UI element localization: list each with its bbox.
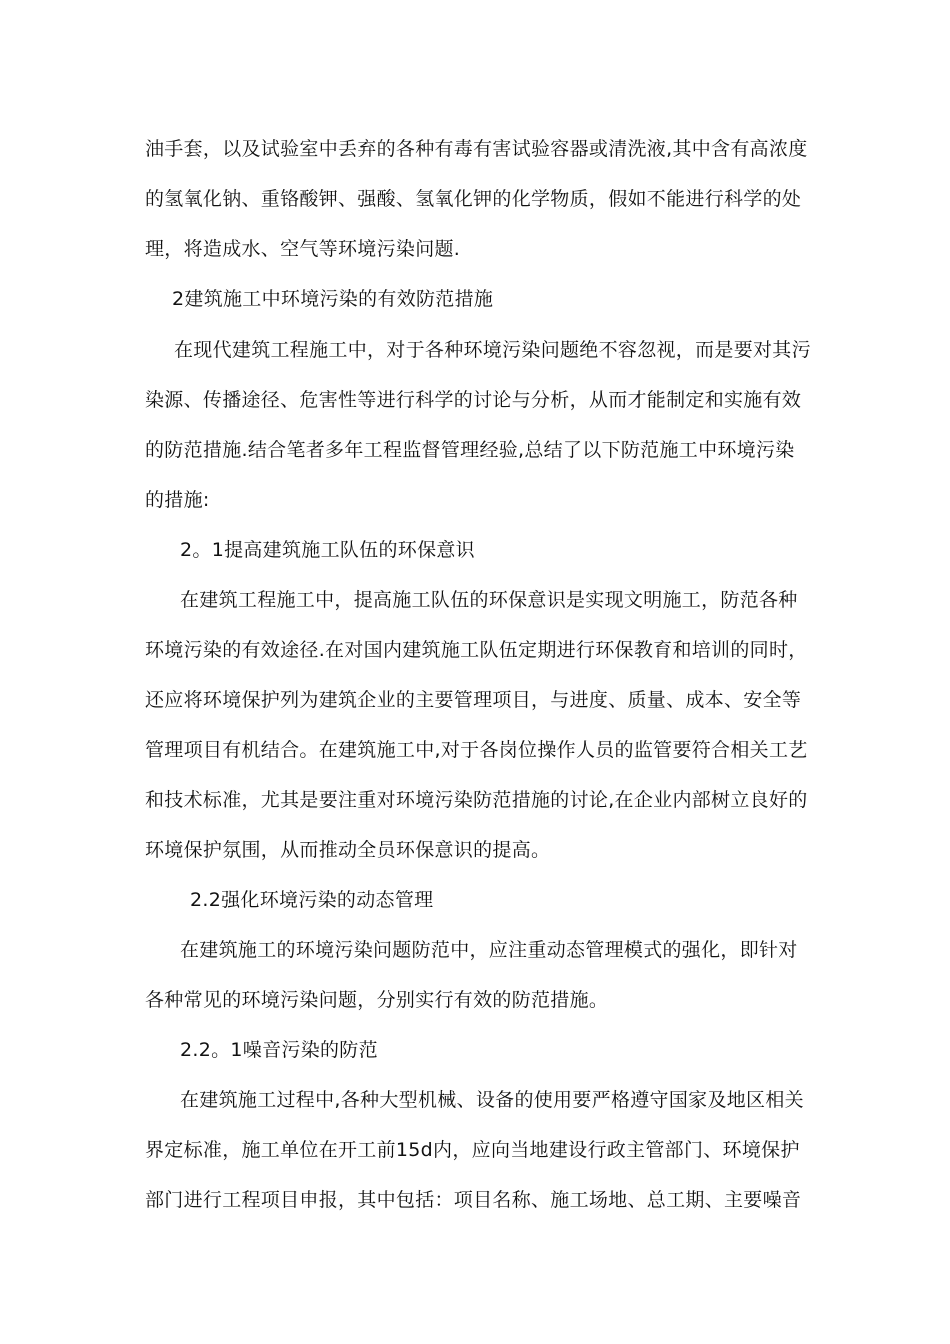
subsection-heading: 2.2。1噪音污染的防范 xyxy=(180,1039,378,1061)
text-line: 的氢氧化钠、重铬酸钾、强酸、氢氧化钾的化学物质，假如不能进行科学的处 xyxy=(145,188,802,210)
text-line: 界定标准，施工单位在开工前15d内，应向当地建设行政主管部门、环境保护 xyxy=(145,1139,800,1161)
text-line: 环境保护氛围，从而推动全员环保意识的提高。 xyxy=(145,839,551,861)
text-line: 在建筑工程施工中，提高施工队伍的环保意识是实现文明施工，防范各种 xyxy=(180,589,798,611)
text-line: 油手套，以及试验室中丢弃的各种有毒有害试验容器或清洗液,其中含有高浓度 xyxy=(145,138,808,160)
text-line: 还应将环境保护列为建筑企业的主要管理项目，与进度、质量、成本、安全等 xyxy=(145,689,802,711)
text-line: 管理项目有机结合。在建筑施工中,对于各岗位操作人员的监管要符合相关工艺 xyxy=(145,739,808,761)
text-line: 的防范措施.结合笔者多年工程监督管理经验,总结了以下防范施工中环境污染 xyxy=(145,439,795,461)
text-line: 的措施: xyxy=(145,489,210,511)
text-line: 环境污染的有效途径.在对国内建筑施工队伍定期进行环保教育和培训的同时， xyxy=(145,639,808,661)
subsection-heading: 2。1提高建筑施工队伍的环保意识 xyxy=(180,539,475,561)
text-line: 染源、传播途径、危害性等进行科学的讨论与分析，从而才能制定和实施有效 xyxy=(145,389,802,411)
text-line: 各种常见的环境污染问题，分别实行有效的防范措施。 xyxy=(145,989,609,1011)
subsection-heading: 2.2强化环境污染的动态管理 xyxy=(190,889,434,911)
text-line: 理，将造成水、空气等环境污染问题. xyxy=(145,238,461,260)
text-line: 部门进行工程项目申报，其中包括：项目名称、施工场地、总工期、主要噪音 xyxy=(145,1189,802,1211)
text-line: 在现代建筑工程施工中，对于各种环境污染问题绝不容忽视，而是要对其污 xyxy=(174,339,811,361)
text-line: 在建筑施工过程中,各种大型机械、设备的使用要严格遵守国家及地区相关 xyxy=(180,1089,804,1111)
text-line: 在建筑施工的环境污染问题防范中，应注重动态管理模式的强化，即针对 xyxy=(180,939,798,961)
section-heading: 2建筑施工中环境污染的有效防范措施 xyxy=(172,288,494,310)
text-line: 和技术标准，尤其是要注重对环境污染防范措施的讨论,在企业内部树立良好的 xyxy=(145,789,808,811)
